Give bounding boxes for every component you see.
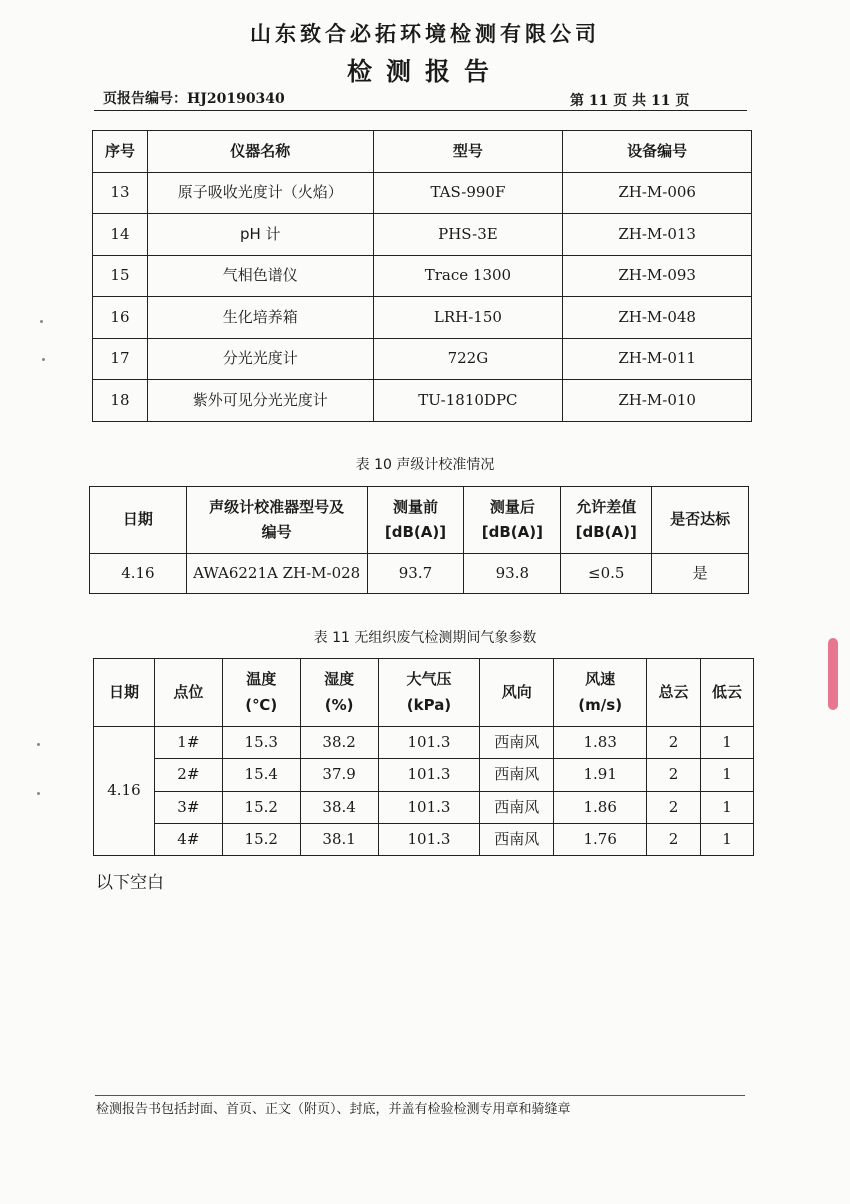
header-line: (℃): [245, 695, 278, 714]
cell: 38.4: [300, 791, 378, 823]
cell: 18: [93, 380, 148, 422]
cell: 2: [647, 759, 701, 791]
cell: 西南风: [480, 791, 554, 823]
header-cell: 日期: [90, 487, 187, 554]
cell: 1.76: [554, 823, 647, 855]
header-cell: [367, 487, 464, 554]
header-cell: 点位: [154, 659, 222, 727]
cell: 38.1: [300, 823, 378, 855]
header-cell: [554, 659, 647, 727]
report-title: 检测报告: [346, 57, 503, 86]
header-cell: [378, 659, 480, 727]
cell: 1: [701, 727, 754, 759]
table11-caption: 表 11 无组织废气检测期间气象参数: [313, 630, 537, 646]
header-line: 风速: [585, 670, 616, 689]
cell: 15.3: [222, 727, 300, 759]
table-row: [93, 338, 752, 380]
cell: 15: [93, 255, 148, 297]
table10-caption: 表 10 声级计校准情况: [355, 457, 495, 473]
cell: 93.8: [464, 554, 561, 594]
cell: 13: [93, 172, 148, 214]
cell: 是: [652, 554, 749, 594]
cell: TU-1810DPC: [373, 380, 563, 422]
table-header-row: [93, 131, 752, 173]
cell: 西南风: [480, 727, 554, 759]
cell: 101.3: [378, 823, 480, 855]
cell: 2: [647, 823, 701, 855]
cell: ZH-M-048: [563, 297, 752, 339]
table-row: [93, 297, 752, 339]
cell: 38.2: [300, 727, 378, 759]
cell: 101.3: [378, 727, 480, 759]
cell: 16: [93, 297, 148, 339]
table-row: [94, 759, 754, 791]
cell: 15.4: [222, 759, 300, 791]
table-row: [93, 380, 752, 422]
cell: 1: [701, 823, 754, 855]
cell: ZH-M-010: [563, 380, 752, 422]
table-row: [94, 791, 754, 823]
header-line: 测量前: [392, 497, 438, 516]
header-cell: 总云: [647, 659, 701, 727]
date-cell: 4.16: [94, 727, 155, 856]
cell: ZH-M-006: [563, 172, 752, 214]
cell: 93.7: [367, 554, 464, 594]
table-row: [90, 554, 749, 594]
header-cell: 风向: [480, 659, 554, 727]
header-cell: 是否达标: [652, 487, 749, 554]
header-line: [dB(A)]: [575, 523, 637, 541]
cell: AWA6221A ZH-M-028: [186, 554, 367, 594]
header-cell: [561, 487, 652, 554]
header-line: [dB(A)]: [384, 523, 447, 541]
cell: 生化培养箱: [147, 297, 373, 339]
cell: pH 计: [147, 214, 373, 256]
page-info: 第 11 页 共 11 页: [570, 93, 690, 109]
cell: 西南风: [480, 759, 554, 791]
scan-speck: [37, 743, 40, 746]
cell: 4#: [154, 823, 222, 855]
cell: ZH-M-013: [563, 214, 752, 256]
table-header-row: [90, 487, 749, 554]
cell: 1#: [154, 727, 222, 759]
cell: 722G: [373, 338, 563, 380]
company-name: 山东致合必拓环境检测有限公司: [250, 21, 600, 46]
cell: 15.2: [222, 791, 300, 823]
cell: LRH-150: [373, 297, 563, 339]
report-number: 页报告编号：HJ20190340: [103, 91, 285, 107]
header-cell: [222, 659, 300, 727]
cell: 1: [701, 759, 754, 791]
cell: 1.86: [554, 791, 647, 823]
calibration-table: [89, 486, 749, 594]
cell: 西南风: [480, 823, 554, 855]
header-line: (%): [324, 695, 354, 714]
header-line: 编号: [261, 523, 292, 541]
table-row: [94, 727, 754, 759]
cell: 1.91: [554, 759, 647, 791]
scan-speck: [37, 792, 40, 795]
cell: 1.83: [554, 727, 647, 759]
header-line: 温度: [246, 670, 277, 689]
cell: TAS-990F: [373, 172, 563, 214]
table-row: [94, 823, 754, 855]
header-cell: 型号: [373, 131, 563, 173]
seal-edge-mark: [828, 638, 838, 710]
header-line: 大气压: [406, 670, 452, 689]
cell: 101.3: [378, 759, 480, 791]
scan-speck: [42, 358, 45, 361]
cell: 3#: [154, 791, 222, 823]
cell: 14: [93, 214, 148, 256]
footer-note: 检测报告书包括封面、首页、正文（附页）、封底，并盖有检验检测专用章和骑缝章: [96, 1102, 571, 1117]
cell: 101.3: [378, 791, 480, 823]
header-cell: [300, 659, 378, 727]
header-line: 湿度: [324, 670, 355, 689]
header-cell: 设备编号: [563, 131, 752, 173]
header-line: 声级计校准器型号及: [209, 497, 345, 516]
cell: 1: [701, 791, 754, 823]
cell: 17: [93, 338, 148, 380]
cell: 37.9: [300, 759, 378, 791]
header-line: (kPa): [406, 695, 452, 714]
cell: 气相色谱仪: [147, 255, 373, 297]
cell: ≤0.5: [561, 554, 652, 594]
cell: Trace 1300: [373, 255, 563, 297]
table-row: [93, 255, 752, 297]
instrument-table: [92, 130, 752, 422]
header-line: 允许差值: [576, 497, 637, 516]
cell: PHS-3E: [373, 214, 563, 256]
header-cell: [186, 487, 367, 554]
header-cell: 日期: [94, 659, 155, 727]
table-row: [93, 214, 752, 256]
header-cell: 仪器名称: [147, 131, 373, 173]
cell: 2#: [154, 759, 222, 791]
cell: 4.16: [90, 554, 187, 594]
table-row: [93, 172, 752, 214]
header-cell: 序号: [93, 131, 148, 173]
scan-speck: [40, 320, 43, 323]
below-blank-note: 以下空白: [96, 873, 164, 893]
cell: 2: [647, 727, 701, 759]
header-cell: [464, 487, 561, 554]
header-line: 测量后: [489, 497, 535, 516]
header-divider: [94, 110, 747, 111]
header-cell: 低云: [701, 659, 754, 727]
table-header-row: [94, 659, 754, 727]
cell: ZH-M-093: [563, 255, 752, 297]
cell: 2: [647, 791, 701, 823]
header-line: (m/s): [578, 695, 623, 714]
weather-table: [93, 658, 754, 856]
cell: 分光光度计: [147, 338, 373, 380]
cell: 15.2: [222, 823, 300, 855]
cell: 原子吸收光度计（火焰）: [147, 172, 373, 214]
cell: ZH-M-011: [563, 338, 752, 380]
header-line: [dB(A)]: [481, 523, 543, 541]
footer-divider: [95, 1095, 745, 1096]
cell: 紫外可见分光光度计: [147, 380, 373, 422]
